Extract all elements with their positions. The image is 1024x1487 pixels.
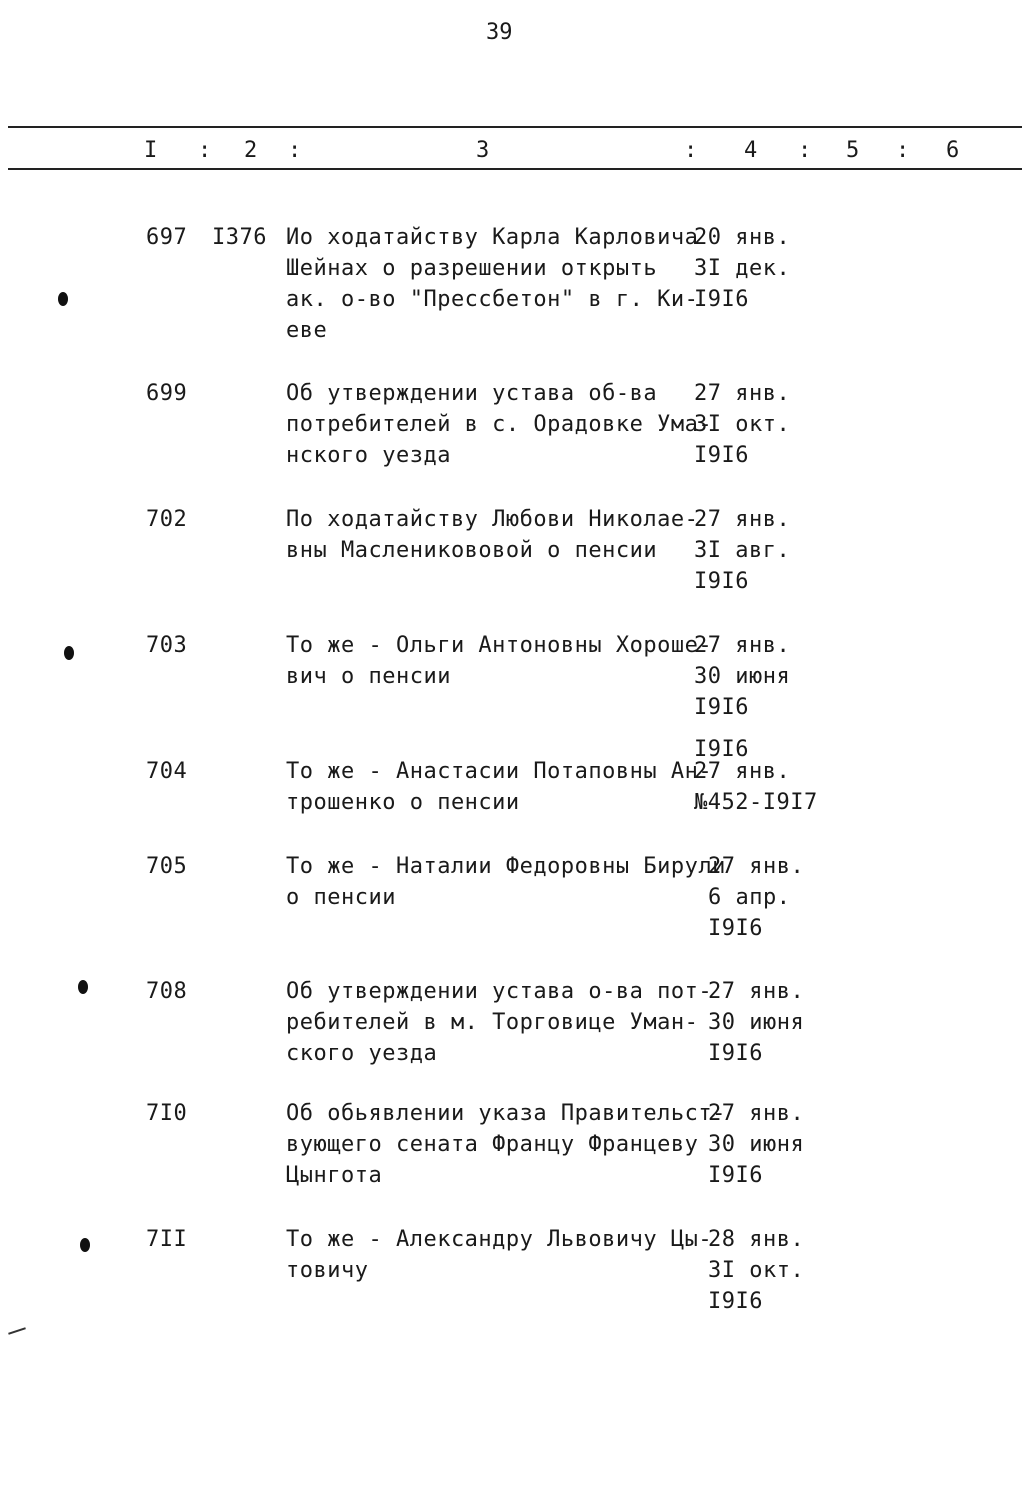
record-date-line: 27 янв. bbox=[694, 633, 791, 658]
record-text-line: Ио ходатайству Карла Карловича bbox=[286, 225, 699, 250]
header-bottom-rule bbox=[8, 168, 1022, 170]
record-date-line: 6 апр. bbox=[708, 885, 791, 910]
record-text-line: То же - Анастасии Потаповны Ан- bbox=[286, 759, 713, 784]
record-date-line: 20 янв. bbox=[694, 225, 791, 250]
record-date-line: 30 июня bbox=[708, 1010, 805, 1035]
record-text-line: ребителей в м. Торговице Уман- bbox=[286, 1010, 699, 1035]
header-col2: 2 bbox=[244, 138, 258, 163]
record-date-line: I9I6 bbox=[694, 737, 749, 762]
record-text-line: Об утверждении устава о-ва пот- bbox=[286, 979, 713, 1004]
record-text-line: То же - Наталии Федоровны Бирули bbox=[286, 854, 726, 879]
record-text-line: еве bbox=[286, 318, 328, 343]
record-number: 704 bbox=[146, 759, 188, 784]
record-date-line: 27 янв. bbox=[694, 381, 791, 406]
header-sep3: : bbox=[684, 138, 698, 163]
record-number: 703 bbox=[146, 633, 188, 658]
record-text-line: Об обьявлении указа Правительст- bbox=[286, 1101, 726, 1126]
record-text-line: вующего сената Францу Францеву bbox=[286, 1132, 699, 1157]
record-number: 7I0 bbox=[146, 1101, 188, 1126]
record-text-line: Цынгота bbox=[286, 1163, 383, 1188]
punch-hole bbox=[58, 292, 68, 306]
record-date-line: 27 янв. bbox=[708, 979, 805, 1004]
record-text-line: По ходатайству Любови Николае- bbox=[286, 507, 699, 532]
record-date-line: 28 янв. bbox=[708, 1227, 805, 1252]
record-date-line: I9I6 bbox=[708, 916, 763, 941]
record-text-line: о пенсии bbox=[286, 885, 396, 910]
punch-hole bbox=[64, 646, 74, 660]
record-text-line: ского уезда bbox=[286, 1041, 438, 1066]
record-date-line: I9I6 bbox=[694, 569, 749, 594]
record-date-line: 3I окт. bbox=[694, 412, 791, 437]
record-text-line: Шейнах о разрешении открыть bbox=[286, 256, 658, 281]
record-date-line: 27 янв. bbox=[694, 507, 791, 532]
record-date-line: 3I авг. bbox=[694, 538, 791, 563]
record-text-line: нского уезда bbox=[286, 443, 451, 468]
header-col6: 6 bbox=[946, 138, 960, 163]
record-number: 699 bbox=[146, 381, 188, 406]
header-sep5: : bbox=[896, 138, 910, 163]
record-date-line: 30 июня bbox=[694, 664, 791, 689]
header-col3: 3 bbox=[476, 138, 490, 163]
punch-hole bbox=[78, 980, 88, 994]
record-number: 697 bbox=[146, 225, 188, 250]
record-date-line: I9I6 bbox=[694, 287, 749, 312]
punch-hole bbox=[80, 1238, 90, 1252]
page-number: 39 bbox=[486, 20, 513, 45]
record-date-line: 27 янв. bbox=[708, 1101, 805, 1126]
record-date-line: №452-I9I7 bbox=[694, 790, 818, 815]
record-date-line: 3I дек. bbox=[694, 256, 791, 281]
record-text-line: товичу bbox=[286, 1258, 369, 1283]
header-col1: I bbox=[144, 138, 158, 163]
record-date-line: 27 янв. bbox=[708, 854, 805, 879]
header-sep2: : bbox=[288, 138, 302, 163]
record-text-line: потребителей в с. Орадовке Ума- bbox=[286, 412, 713, 437]
record-date-line: 3I окт. bbox=[708, 1258, 805, 1283]
record-number: 705 bbox=[146, 854, 188, 879]
record-number: 702 bbox=[146, 507, 188, 532]
record-date-line: I9I6 bbox=[708, 1289, 763, 1314]
record-number: 708 bbox=[146, 979, 188, 1004]
record-text-line: Об утверждении устава об-ва bbox=[286, 381, 658, 406]
record-date-line: 30 июня bbox=[708, 1132, 805, 1157]
record-text-line: То же - Александру Львовичу Цы- bbox=[286, 1227, 713, 1252]
header-col4: 4 bbox=[744, 138, 758, 163]
record-date-line: 27 янв. bbox=[694, 759, 791, 784]
record-date-line: I9I6 bbox=[708, 1041, 763, 1066]
record-text-line: трошенко о пенсии bbox=[286, 790, 520, 815]
record-date-line: I9I6 bbox=[694, 695, 749, 720]
record-text-line: То же - Ольги Антоновны Хороше- bbox=[286, 633, 713, 658]
header-sep1: : bbox=[198, 138, 212, 163]
record-text-line: вич о пенсии bbox=[286, 664, 451, 689]
header-sep4: : bbox=[798, 138, 812, 163]
header-col5: 5 bbox=[846, 138, 860, 163]
record-date-line: I9I6 bbox=[708, 1163, 763, 1188]
record-text-line: ак. о-во "Прессбетон" в г. Ки- bbox=[286, 287, 699, 312]
record-number: 7II bbox=[146, 1227, 188, 1252]
record-text-line: вны Масленикововой о пенсии bbox=[286, 538, 658, 563]
record-ref: I376 bbox=[212, 225, 267, 250]
record-date-line: I9I6 bbox=[694, 443, 749, 468]
margin-mark bbox=[8, 1327, 26, 1334]
header-top-rule bbox=[8, 126, 1022, 128]
